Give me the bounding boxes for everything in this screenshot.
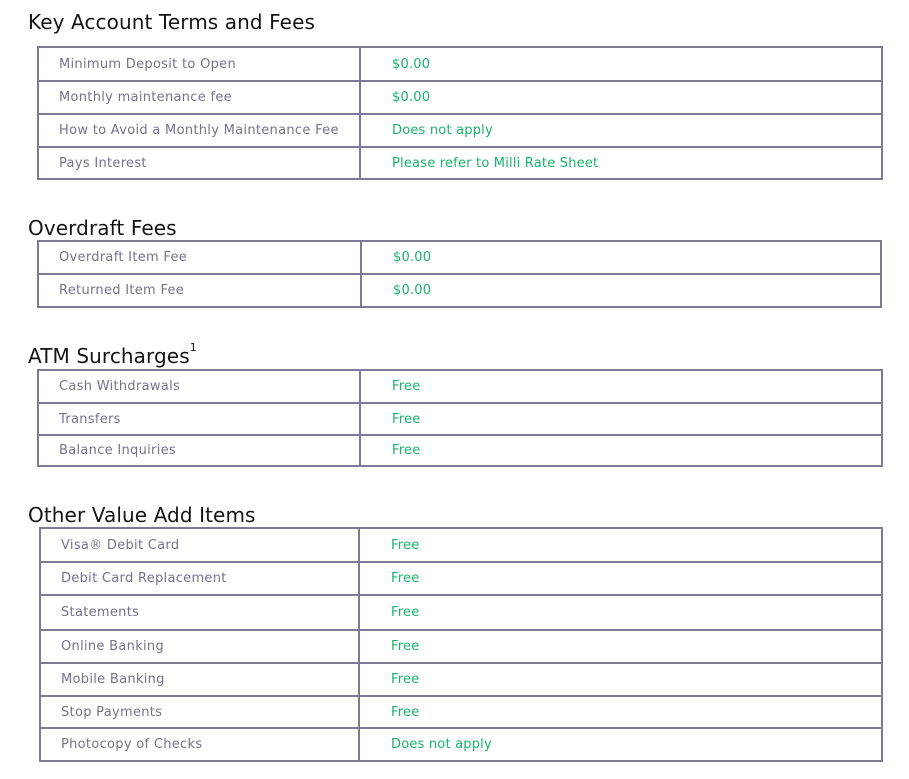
fee-value: Free	[360, 370, 882, 403]
fee-label: Returned Item Fee	[38, 274, 361, 307]
fee-value: $0.00	[360, 47, 882, 81]
table-row	[38, 370, 882, 403]
fee-value: Free	[359, 630, 882, 663]
fee-value: Does not apply	[360, 114, 882, 147]
atm-heading-text: ATM Surcharges	[28, 344, 190, 368]
table-row	[40, 562, 882, 595]
overdraft-table	[37, 240, 882, 308]
table-row	[38, 435, 882, 466]
fee-label: Balance Inquiries	[38, 435, 360, 466]
table-row	[38, 47, 882, 81]
table-row	[38, 403, 882, 435]
fee-value: $0.00	[361, 241, 881, 274]
fee-label: Debit Card Replacement	[40, 562, 359, 595]
footnote-marker: 1	[189, 341, 197, 354]
key-terms-heading: Key Account Terms and Fees	[28, 10, 316, 34]
fee-label: Visa® Debit Card	[40, 528, 359, 562]
table-row	[38, 241, 881, 274]
other-items-heading: Other Value Add Items	[28, 503, 256, 527]
fee-value: Free	[359, 562, 882, 595]
fee-label: Online Banking	[40, 630, 359, 663]
fee-value: Free	[359, 528, 882, 562]
table-row	[40, 595, 882, 630]
overdraft-heading: Overdraft Fees	[28, 216, 177, 240]
atm-heading	[28, 341, 197, 368]
key-terms-table	[37, 46, 883, 180]
fee-value: Does not apply	[359, 728, 882, 761]
fee-label: Monthly maintenance fee	[38, 81, 360, 114]
atm-table	[37, 369, 883, 467]
table-row	[38, 147, 882, 179]
fee-label: Transfers	[38, 403, 360, 435]
fee-label: How to Avoid a Monthly Maintenance Fee	[38, 114, 360, 147]
fee-label: Cash Withdrawals	[38, 370, 360, 403]
table-row	[40, 630, 882, 663]
other-items-table	[39, 527, 883, 762]
fee-value: $0.00	[360, 81, 882, 114]
table-row	[38, 81, 882, 114]
fee-label: Minimum Deposit to Open	[38, 47, 360, 81]
table-row	[40, 663, 882, 696]
fee-value: Free	[359, 663, 882, 696]
table-row	[40, 528, 882, 562]
fee-label: Statements	[40, 595, 359, 630]
fee-value: Free	[359, 595, 882, 630]
fee-value: Free	[360, 435, 882, 466]
fee-value: $0.00	[361, 274, 881, 307]
fee-label: Overdraft Item Fee	[38, 241, 361, 274]
table-row	[38, 274, 881, 307]
fee-value: Free	[359, 696, 882, 728]
fee-label: Pays Interest	[38, 147, 360, 179]
fee-label: Stop Payments	[40, 696, 359, 728]
table-row	[38, 114, 882, 147]
fee-value: Free	[360, 403, 882, 435]
fee-label: Mobile Banking	[40, 663, 359, 696]
fee-value: Please refer to Milli Rate Sheet	[360, 147, 882, 179]
table-row	[40, 696, 882, 728]
table-row	[40, 728, 882, 761]
fee-label: Photocopy of Checks	[40, 728, 359, 761]
